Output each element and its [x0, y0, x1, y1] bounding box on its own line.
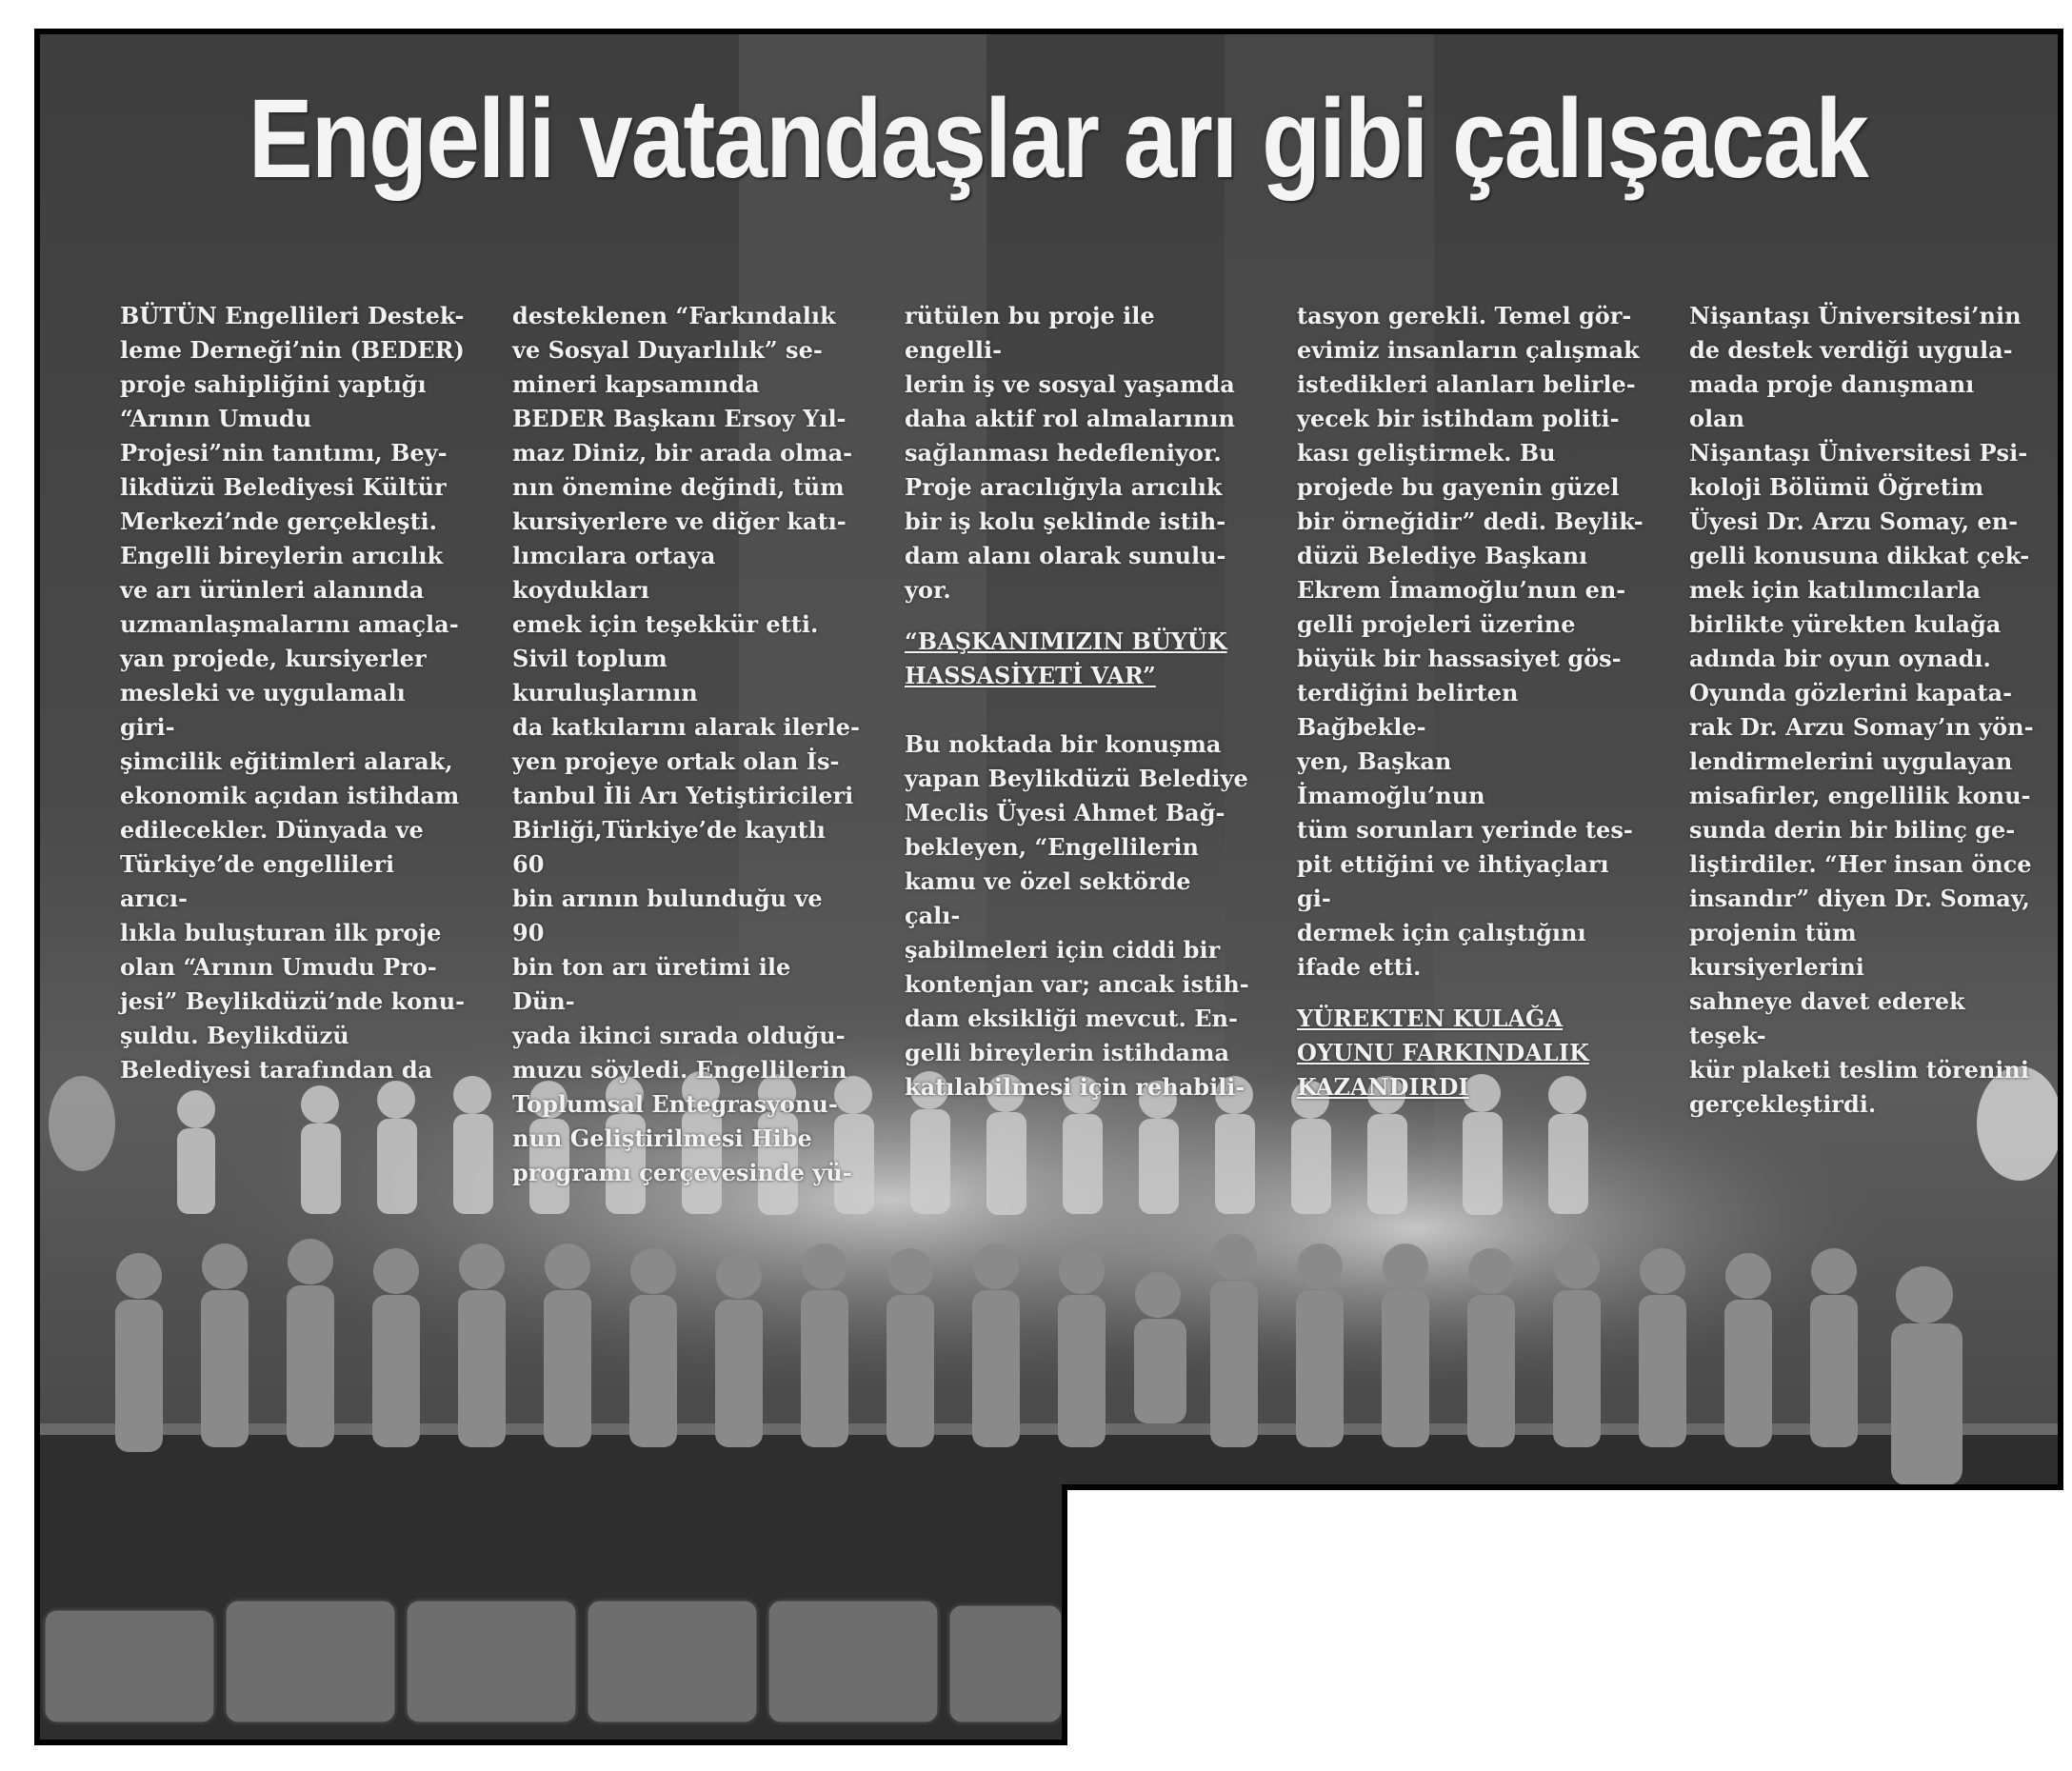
column-1-text: BÜTÜN Engellileri Destek- leme Derneği’nin (BEDER) proje sahipliğini yaptığı “Arının Umudu Projesi”nin tanıtımı, Bey- likdüzü Belediyesi Kültür Merkezi’nde gerçekleşti. Engelli bireylerin arıcılık ve arı ürünleri alanında uzmanlaşmalarını amaçla- yan projede, kursiyerler mesleki ve uygulamalı giri- şimcilik eğitimleri alarak, ekonomik açıdan istihdam edilecekler. Dünyada ve Türkiye’de engellileri arıcı- lıkla buluşturan ilk proje olan “Arının Umudu Pro- jesi” Beylikdüzü’nde konu- şuldu. Beylikdüzü Belediyesi tarafından da — [120, 302, 466, 1084]
column-3-subheading: “BAŞKANIMIZIN BÜYÜK HASSASİYETİ VAR” — [905, 627, 1227, 689]
article-body — [120, 265, 2043, 1186]
article-column-5 — [1689, 265, 2037, 1122]
column-3-text-continued: Bu noktada bir konuşma yapan Beylikdüzü Belediye Meclis Üyesi Ahmet Bağ- bekleyen, “Engellilerin kamu ve özel sektörde çalı- şabilmeleri için ciddi bir kontenjan var; ancak istih- dam eksikliği mevcut. En- gelli bireylerin istihdama katılabilmesi için rehabili- — [905, 730, 1249, 1101]
article-column-1 — [120, 265, 468, 1087]
column-4-subheading: YÜREKTEN KULAĞA OYUNU FARKINDALIK KAZANDIRDI — [1297, 1005, 1589, 1101]
column-2-text: desteklenen “Farkındalık ve Sosyal Duyarlılık” se- mineri kapsamında BEDER Başkanı Ersoy Yıl- maz Diniz, bir arada olma- nın önemine değindi, tüm kursiyerlere ve diğer katı- lımcılara ortaya koydukları emek için teşekkür etti. Sivil toplum kuruluşlarının da katkılarını alarak ilerle- yen projeye ortak olan İs- tanbul İli Arı Yetiştiricileri Birliği,Türkiye’de kayıtlı 60 bin arının bulunduğu ve 90 bin ton arı üretimi ile Dün- yada ikinci sırada olduğu- muzu söyledi. Engellilerin Toplumsal Entegrasyonu- nun Geliştirilmesi Hibe programı çerçevesinde yü- — [512, 302, 860, 1186]
column-5-text: Nişantaşı Üniversitesi’nin de destek verdiği uygula- mada proje danışmanı olan Nişantaşı Üniversitesi Psi- koloji Bölümü Öğretim Üyesi Dr. Arzu Somay, en- gelli konusuna dikkat çek- mek için katılımcılarla birlikte yürekten kulağa adında bir oyun oynadı. Oyunda gözlerini kapata- rak Dr. Arzu Somay’ın yön- lendirmelerini uygulayan misafirler, engellilik konu- sunda derin bir bilinç ge- liştirdiler. “Her insan önce insandır” diyen Dr. Somay, projenin tüm kursiyerlerini sahneye davet ederek teşek- kür plaketi teslim törenini gerçekleştirdi. — [1689, 302, 2034, 1118]
newspaper-clipping — [34, 29, 2063, 1745]
article-column-3 — [905, 265, 1252, 1104]
column-3-text: rütülen bu proje ile engelli- lerin iş ve sosyal yaşamda daha aktif rol almalarının sağlanması hedefleniyor. Proje aracılığıyla arıcılık bir iş kolu şeklinde istih- dam alanı olarak sunulu- yor. — [905, 302, 1235, 604]
article-headline: Engelli vatandaşlar arı gibi çalışacak — [248, 76, 1868, 202]
article-column-4 — [1297, 265, 1644, 1139]
article-column-2 — [512, 265, 860, 1190]
column-4-text: tasyon gerekli. Temel gör- evimiz insanların çalışmak istedikleri alanları belirle- yecek bir istihdam politi- kası geliştirmek. Bu projede bu gayenin güzel bir örneğidir” dedi. Beylik- düzü Belediye Başkanı Ekrem İmamoğlu’nun en- gelli projeleri üzerine büyük bir hassasiyet gös- terdiğini belirten Bağbekle- yen, Başkan İmamoğlu’nun tüm sorunları yerinde tes- pit ettiğini ve ihtiyaçları gi- dermek için çalıştığını ifade etti. — [1297, 302, 1644, 981]
